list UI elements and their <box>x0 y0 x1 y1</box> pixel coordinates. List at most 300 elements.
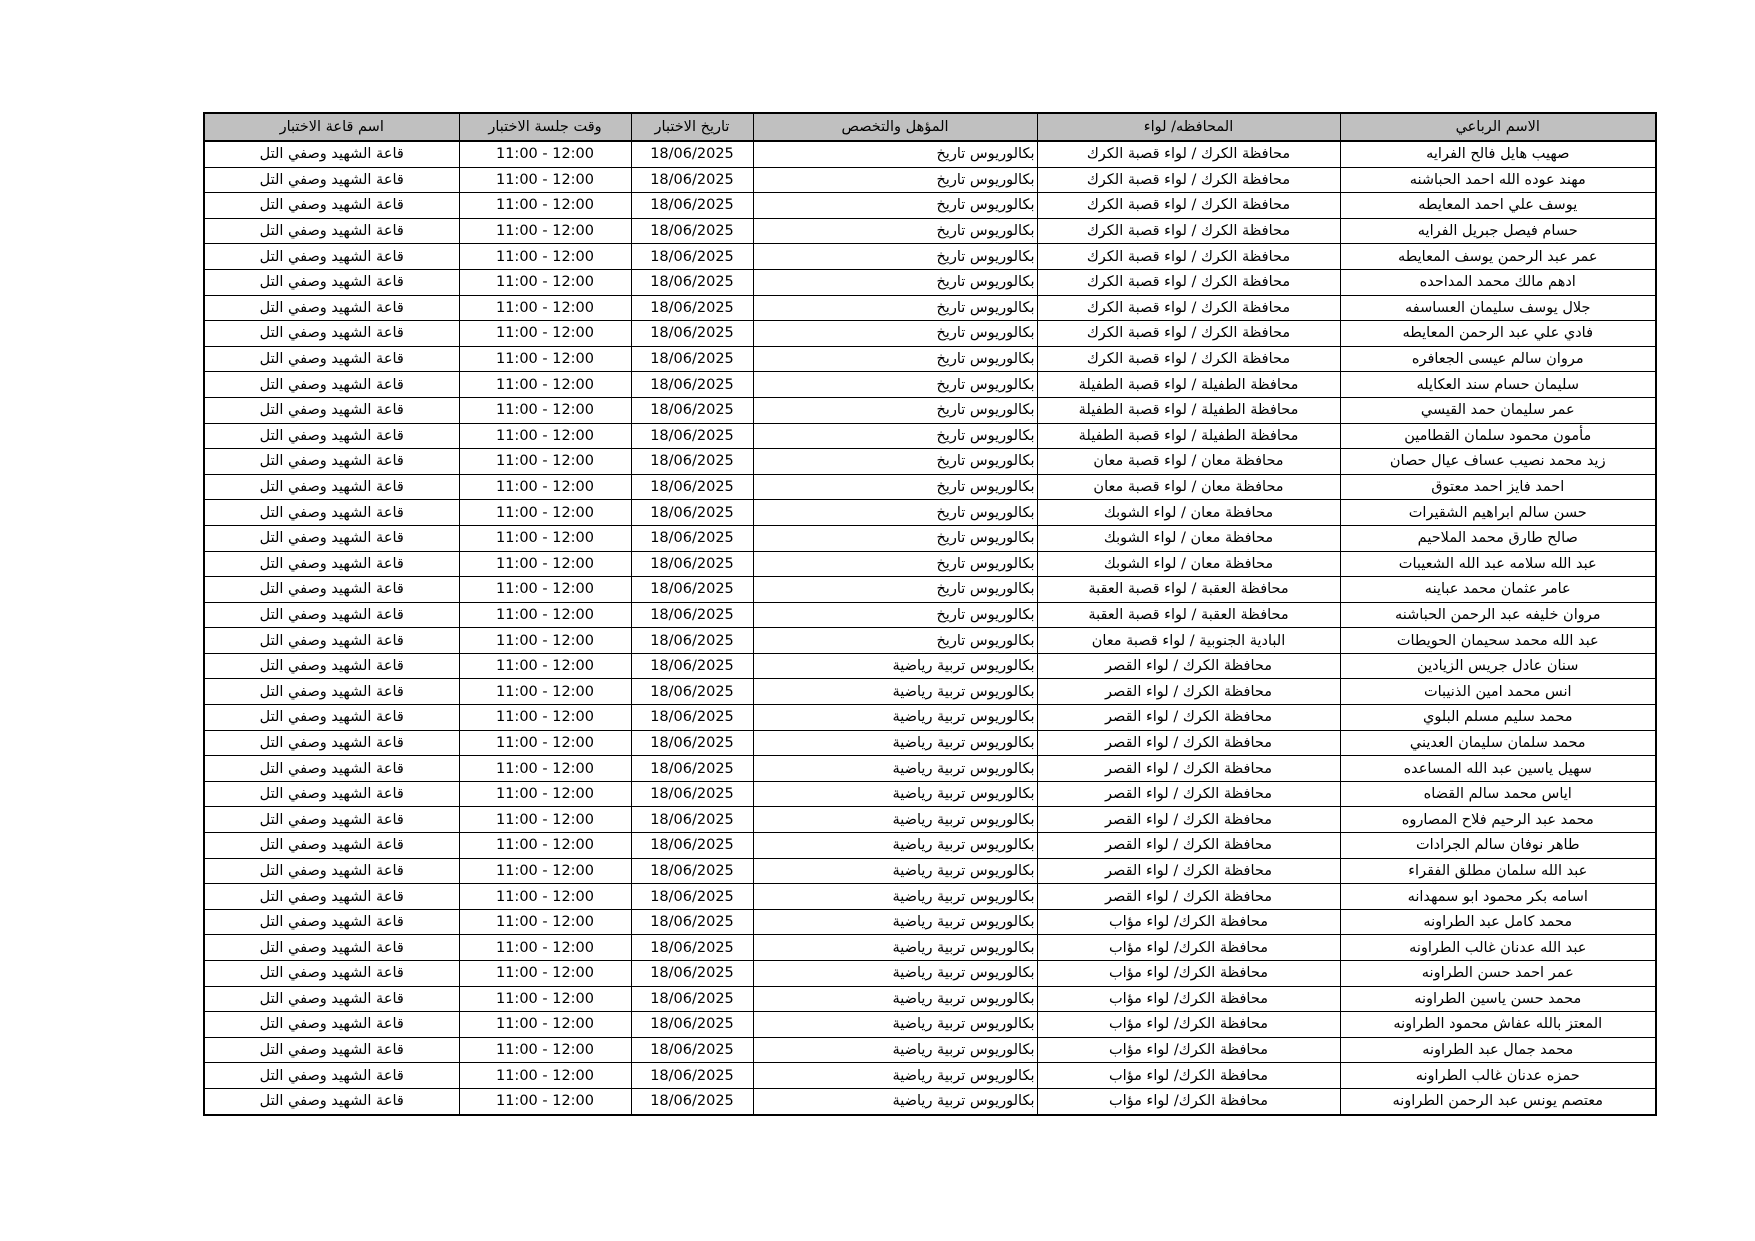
table-row <box>204 602 1656 628</box>
cell-time <box>459 423 631 449</box>
cell-qualification: بكالوريوس تاريخ <box>753 346 1037 372</box>
cell-name: عامر عثمان محمد عباينه <box>1340 577 1656 603</box>
cell-hall: قاعة الشهيد وصفي التل <box>204 730 459 756</box>
cell-time-value: 11:00 - 12:00 <box>495 632 595 649</box>
table-row <box>204 449 1656 475</box>
cell-time <box>459 193 631 219</box>
cell-time-value: 11:00 - 12:00 <box>495 402 595 419</box>
cell-name: طاهر نوفان سالم الجرادات <box>1340 833 1656 859</box>
cell-time-value: 11:00 - 12:00 <box>495 376 595 393</box>
cell-governorate: محافظة الكرك / لواء قصبة الكرك <box>1037 167 1340 193</box>
cell-date-value: 18/06/2025 <box>650 734 734 751</box>
cell-governorate: محافظة الكرك / لواء القصر <box>1037 781 1340 807</box>
cell-qualification: بكالوريوس تربية رياضية <box>753 935 1037 961</box>
cell-time-value: 11:00 - 12:00 <box>495 504 595 521</box>
table-row <box>204 372 1656 398</box>
cell-date <box>631 551 753 577</box>
cell-name: فادي علي عبد الرحمن المعايطه <box>1340 321 1656 347</box>
cell-date <box>631 653 753 679</box>
cell-hall: قاعة الشهيد وصفي التل <box>204 218 459 244</box>
table-row <box>204 577 1656 603</box>
cell-date <box>631 141 753 167</box>
table-header <box>204 113 1656 141</box>
cell-time-value: 11:00 - 12:00 <box>495 1067 595 1084</box>
cell-name: يوسف علي احمد المعايطه <box>1340 193 1656 219</box>
cell-qualification: بكالوريوس تربية رياضية <box>753 1037 1037 1063</box>
cell-time-value: 11:00 - 12:00 <box>495 325 595 342</box>
cell-date-value: 18/06/2025 <box>650 1093 734 1110</box>
cell-governorate: محافظة الكرك / لواء القصر <box>1037 705 1340 731</box>
cell-name: اياس محمد سالم القضاه <box>1340 781 1656 807</box>
cell-name: مروان سالم عيسى الجعافره <box>1340 346 1656 372</box>
cell-date-value: 18/06/2025 <box>650 709 734 726</box>
cell-date-value: 18/06/2025 <box>650 223 734 240</box>
cell-date <box>631 961 753 987</box>
cell-governorate: محافظة معان / لواء الشوبك <box>1037 551 1340 577</box>
cell-hall: قاعة الشهيد وصفي التل <box>204 986 459 1012</box>
cell-time-value: 11:00 - 12:00 <box>495 530 595 547</box>
cell-date <box>631 628 753 654</box>
cell-date-value: 18/06/2025 <box>650 299 734 316</box>
cell-date <box>631 602 753 628</box>
cell-governorate: محافظة معان / لواء قصبة معان <box>1037 474 1340 500</box>
cell-time-value: 11:00 - 12:00 <box>495 888 595 905</box>
cell-time <box>459 1012 631 1038</box>
cell-date-value: 18/06/2025 <box>650 555 734 572</box>
cell-qualification: بكالوريوس تاريخ <box>753 269 1037 295</box>
cell-date <box>631 884 753 910</box>
cell-date <box>631 295 753 321</box>
cell-date <box>631 346 753 372</box>
table-row <box>204 474 1656 500</box>
header-date: تاريخ الاختبار <box>631 113 753 141</box>
cell-qualification: بكالوريوس تاريخ <box>753 397 1037 423</box>
cell-governorate: محافظة الكرك / لواء قصبة الكرك <box>1037 244 1340 270</box>
cell-name: سنان عادل جريس الزيادين <box>1340 653 1656 679</box>
cell-date-value: 18/06/2025 <box>650 479 734 496</box>
table-row <box>204 653 1656 679</box>
cell-governorate: محافظة العقبة / لواء قصبة العقبة <box>1037 602 1340 628</box>
table-row <box>204 346 1656 372</box>
cell-date <box>631 986 753 1012</box>
cell-date-value: 18/06/2025 <box>650 248 734 265</box>
cell-time-value: 11:00 - 12:00 <box>495 606 595 623</box>
cell-hall: قاعة الشهيد وصفي التل <box>204 1088 459 1114</box>
cell-time <box>459 705 631 731</box>
cell-qualification: بكالوريوس تاريخ <box>753 167 1037 193</box>
cell-hall: قاعة الشهيد وصفي التل <box>204 167 459 193</box>
cell-date <box>631 167 753 193</box>
cell-qualification: بكالوريوس تاريخ <box>753 449 1037 475</box>
cell-date-value: 18/06/2025 <box>650 606 734 623</box>
cell-name: صالح طارق محمد الملاحيم <box>1340 525 1656 551</box>
table-row <box>204 423 1656 449</box>
cell-hall: قاعة الشهيد وصفي التل <box>204 551 459 577</box>
cell-date-value: 18/06/2025 <box>650 837 734 854</box>
cell-time <box>459 449 631 475</box>
cell-qualification: بكالوريوس تربية رياضية <box>753 961 1037 987</box>
cell-date-value: 18/06/2025 <box>650 453 734 470</box>
table-row <box>204 679 1656 705</box>
cell-time-value: 11:00 - 12:00 <box>495 248 595 265</box>
cell-hall: قاعة الشهيد وصفي التل <box>204 1063 459 1089</box>
table-row <box>204 884 1656 910</box>
cell-time <box>459 833 631 859</box>
cell-time-value: 11:00 - 12:00 <box>495 760 595 777</box>
cell-time <box>459 730 631 756</box>
cell-hall: قاعة الشهيد وصفي التل <box>204 1037 459 1063</box>
table-row <box>204 295 1656 321</box>
cell-qualification: بكالوريوس تربية رياضية <box>753 858 1037 884</box>
cell-qualification: بكالوريوس تاريخ <box>753 193 1037 219</box>
cell-time-value: 11:00 - 12:00 <box>495 990 595 1007</box>
cell-hall: قاعة الشهيد وصفي التل <box>204 500 459 526</box>
cell-qualification: بكالوريوس تاريخ <box>753 141 1037 167</box>
cell-date-value: 18/06/2025 <box>650 427 734 444</box>
cell-date <box>631 756 753 782</box>
cell-time <box>459 372 631 398</box>
cell-time-value: 11:00 - 12:00 <box>495 965 595 982</box>
cell-date-value: 18/06/2025 <box>650 274 734 291</box>
cell-name: مأمون محمود سلمان القطامين <box>1340 423 1656 449</box>
cell-date <box>631 1063 753 1089</box>
cell-name: مهند عوده الله احمد الحباشنه <box>1340 167 1656 193</box>
cell-name: صهيب هايل فالح الفرايه <box>1340 141 1656 167</box>
cell-qualification: بكالوريوس تربية رياضية <box>753 807 1037 833</box>
cell-name: ادهم مالك محمد المداحده <box>1340 269 1656 295</box>
cell-name: محمد عبد الرحيم فلاح المصاروه <box>1340 807 1656 833</box>
cell-time-value: 11:00 - 12:00 <box>495 811 595 828</box>
cell-hall: قاعة الشهيد وصفي التل <box>204 807 459 833</box>
table-row <box>204 525 1656 551</box>
cell-name: جلال يوسف سليمان العساسفه <box>1340 295 1656 321</box>
cell-governorate: محافظة الكرك / لواء قصبة الكرك <box>1037 218 1340 244</box>
cell-time-value: 11:00 - 12:00 <box>495 939 595 956</box>
table-row <box>204 961 1656 987</box>
table-row <box>204 705 1656 731</box>
cell-date-value: 18/06/2025 <box>650 862 734 879</box>
cell-name: عبد الله محمد سحيمان الحويطات <box>1340 628 1656 654</box>
cell-qualification: بكالوريوس تربية رياضية <box>753 884 1037 910</box>
cell-time <box>459 1063 631 1089</box>
header-time: وقت جلسة الاختبار <box>459 113 631 141</box>
cell-qualification: بكالوريوس تاريخ <box>753 602 1037 628</box>
cell-name: محمد سليم مسلم البلوي <box>1340 705 1656 731</box>
cell-name: المعتز بالله عفاش محمود الطراونه <box>1340 1012 1656 1038</box>
cell-name: اسامه بكر محمود ابو سمهدانه <box>1340 884 1656 910</box>
table-row <box>204 397 1656 423</box>
cell-qualification: بكالوريوس تربية رياضية <box>753 833 1037 859</box>
cell-time <box>459 295 631 321</box>
cell-governorate: محافظة الكرك/ لواء مؤاب <box>1037 1088 1340 1114</box>
cell-time-value: 11:00 - 12:00 <box>495 453 595 470</box>
cell-hall: قاعة الشهيد وصفي التل <box>204 423 459 449</box>
cell-time <box>459 909 631 935</box>
cell-date-value: 18/06/2025 <box>650 1016 734 1033</box>
cell-hall: قاعة الشهيد وصفي التل <box>204 346 459 372</box>
cell-date <box>631 1088 753 1114</box>
cell-time <box>459 986 631 1012</box>
cell-date <box>631 577 753 603</box>
cell-governorate: محافظة الكرك/ لواء مؤاب <box>1037 1063 1340 1089</box>
cell-date-value: 18/06/2025 <box>650 146 734 163</box>
cell-qualification: بكالوريوس تربية رياضية <box>753 1088 1037 1114</box>
cell-time <box>459 244 631 270</box>
cell-time-value: 11:00 - 12:00 <box>495 734 595 751</box>
cell-name: محمد جمال عبد الطراونه <box>1340 1037 1656 1063</box>
cell-name: حمزه عدنان غالب الطراونه <box>1340 1063 1656 1089</box>
cell-hall: قاعة الشهيد وصفي التل <box>204 935 459 961</box>
cell-time <box>459 321 631 347</box>
cell-name: احمد فايز احمد معتوق <box>1340 474 1656 500</box>
cell-governorate: محافظة الكرك / لواء قصبة الكرك <box>1037 193 1340 219</box>
header-name: الاسم الرباعي <box>1340 113 1656 141</box>
table-row <box>204 551 1656 577</box>
table-row <box>204 756 1656 782</box>
cell-date-value: 18/06/2025 <box>650 939 734 956</box>
cell-date <box>631 781 753 807</box>
table-row <box>204 833 1656 859</box>
table-row <box>204 321 1656 347</box>
table-row <box>204 1063 1656 1089</box>
cell-time <box>459 218 631 244</box>
cell-qualification: بكالوريوس تاريخ <box>753 218 1037 244</box>
cell-date-value: 18/06/2025 <box>650 914 734 931</box>
cell-governorate: محافظة الكرك / لواء القصر <box>1037 858 1340 884</box>
cell-date-value: 18/06/2025 <box>650 760 734 777</box>
cell-time-value: 11:00 - 12:00 <box>495 223 595 240</box>
cell-governorate: محافظة الكرك / لواء القصر <box>1037 653 1340 679</box>
cell-time-value: 11:00 - 12:00 <box>495 914 595 931</box>
header-governorate: المحافظه/ لواء <box>1037 113 1340 141</box>
cell-time-value: 11:00 - 12:00 <box>495 274 595 291</box>
cell-date-value: 18/06/2025 <box>650 965 734 982</box>
cell-time <box>459 961 631 987</box>
cell-date <box>631 321 753 347</box>
cell-time-value: 11:00 - 12:00 <box>495 1016 595 1033</box>
cell-date-value: 18/06/2025 <box>650 990 734 1007</box>
exam-schedule-table <box>203 112 1657 1116</box>
cell-qualification: بكالوريوس تاريخ <box>753 577 1037 603</box>
cell-time-value: 11:00 - 12:00 <box>495 197 595 214</box>
table-row <box>204 1088 1656 1114</box>
cell-time <box>459 141 631 167</box>
cell-name: عبد الله سلامه عبد الله الشعيبات <box>1340 551 1656 577</box>
cell-hall: قاعة الشهيد وصفي التل <box>204 474 459 500</box>
cell-hall: قاعة الشهيد وصفي التل <box>204 833 459 859</box>
cell-time <box>459 525 631 551</box>
cell-governorate: محافظة الكرك / لواء قصبة الكرك <box>1037 269 1340 295</box>
cell-time <box>459 167 631 193</box>
cell-time <box>459 628 631 654</box>
cell-time-value: 11:00 - 12:00 <box>495 786 595 803</box>
table-row <box>204 167 1656 193</box>
cell-date-value: 18/06/2025 <box>650 171 734 188</box>
table-row <box>204 1012 1656 1038</box>
cell-time-value: 11:00 - 12:00 <box>495 1042 595 1059</box>
cell-name: معتصم يونس عبد الرحمن الطراونه <box>1340 1088 1656 1114</box>
cell-governorate: محافظة الكرك / لواء القصر <box>1037 730 1340 756</box>
cell-time-value: 11:00 - 12:00 <box>495 171 595 188</box>
cell-qualification: بكالوريوس تربية رياضية <box>753 653 1037 679</box>
cell-name: عبد الله عدنان غالب الطراونه <box>1340 935 1656 961</box>
cell-qualification: بكالوريوس تربية رياضية <box>753 909 1037 935</box>
cell-hall: قاعة الشهيد وصفي التل <box>204 372 459 398</box>
table-row <box>204 218 1656 244</box>
cell-date-value: 18/06/2025 <box>650 1067 734 1084</box>
cell-date <box>631 525 753 551</box>
cell-hall: قاعة الشهيد وصفي التل <box>204 141 459 167</box>
cell-time-value: 11:00 - 12:00 <box>495 862 595 879</box>
cell-governorate: محافظة الطفيلة / لواء قصبة الطفيلة <box>1037 423 1340 449</box>
cell-hall: قاعة الشهيد وصفي التل <box>204 449 459 475</box>
cell-qualification: بكالوريوس تربية رياضية <box>753 781 1037 807</box>
cell-governorate: محافظة الكرك / لواء قصبة الكرك <box>1037 321 1340 347</box>
cell-time <box>459 602 631 628</box>
cell-time <box>459 1088 631 1114</box>
cell-hall: قاعة الشهيد وصفي التل <box>204 705 459 731</box>
cell-qualification: بكالوريوس تاريخ <box>753 525 1037 551</box>
cell-date <box>631 935 753 961</box>
table-row <box>204 986 1656 1012</box>
cell-qualification: بكالوريوس تربية رياضية <box>753 1012 1037 1038</box>
cell-name: عمر سليمان حمد القيسي <box>1340 397 1656 423</box>
cell-date <box>631 705 753 731</box>
cell-hall: قاعة الشهيد وصفي التل <box>204 781 459 807</box>
cell-governorate: محافظة الكرك / لواء القصر <box>1037 884 1340 910</box>
cell-date-value: 18/06/2025 <box>650 683 734 700</box>
cell-governorate: محافظة الكرك/ لواء مؤاب <box>1037 1012 1340 1038</box>
cell-time <box>459 269 631 295</box>
cell-governorate: محافظة الكرك/ لواء مؤاب <box>1037 1037 1340 1063</box>
header-qualification: المؤهل والتخصص <box>753 113 1037 141</box>
cell-hall: قاعة الشهيد وصفي التل <box>204 295 459 321</box>
cell-time-value: 11:00 - 12:00 <box>495 299 595 316</box>
cell-governorate: محافظة الطفيلة / لواء قصبة الطفيلة <box>1037 397 1340 423</box>
cell-governorate: محافظة الكرك / لواء قصبة الكرك <box>1037 346 1340 372</box>
table-row <box>204 781 1656 807</box>
cell-date-value: 18/06/2025 <box>650 376 734 393</box>
table-row <box>204 909 1656 935</box>
cell-governorate: محافظة الكرك / لواء قصبة الكرك <box>1037 141 1340 167</box>
cell-hall: قاعة الشهيد وصفي التل <box>204 397 459 423</box>
cell-time <box>459 397 631 423</box>
cell-date <box>631 500 753 526</box>
cell-qualification: بكالوريوس تاريخ <box>753 628 1037 654</box>
cell-time <box>459 679 631 705</box>
cell-hall: قاعة الشهيد وصفي التل <box>204 1012 459 1038</box>
cell-name: محمد حسن ياسين الطراونه <box>1340 986 1656 1012</box>
cell-time <box>459 935 631 961</box>
cell-name: مروان خليفه عبد الرحمن الحباشنه <box>1340 602 1656 628</box>
table-row <box>204 244 1656 270</box>
cell-hall: قاعة الشهيد وصفي التل <box>204 653 459 679</box>
cell-time-value: 11:00 - 12:00 <box>495 837 595 854</box>
cell-date <box>631 218 753 244</box>
cell-qualification: بكالوريوس تاريخ <box>753 500 1037 526</box>
cell-qualification: بكالوريوس تربية رياضية <box>753 730 1037 756</box>
cell-time <box>459 346 631 372</box>
cell-date <box>631 833 753 859</box>
cell-date <box>631 423 753 449</box>
cell-name: سهيل ياسين عبد الله المساعده <box>1340 756 1656 782</box>
cell-time <box>459 1037 631 1063</box>
cell-time-value: 11:00 - 12:00 <box>495 709 595 726</box>
cell-governorate: محافظة العقبة / لواء قصبة العقبة <box>1037 577 1340 603</box>
cell-date-value: 18/06/2025 <box>650 786 734 803</box>
cell-time-value: 11:00 - 12:00 <box>495 427 595 444</box>
cell-qualification: بكالوريوس تربية رياضية <box>753 756 1037 782</box>
cell-date <box>631 269 753 295</box>
cell-hall: قاعة الشهيد وصفي التل <box>204 909 459 935</box>
table-row <box>204 858 1656 884</box>
cell-date-value: 18/06/2025 <box>650 530 734 547</box>
cell-governorate: محافظة الكرك/ لواء مؤاب <box>1037 961 1340 987</box>
cell-hall: قاعة الشهيد وصفي التل <box>204 756 459 782</box>
cell-time <box>459 781 631 807</box>
cell-time <box>459 858 631 884</box>
cell-date-value: 18/06/2025 <box>650 325 734 342</box>
cell-hall: قاعة الشهيد وصفي التل <box>204 602 459 628</box>
cell-governorate: محافظة معان / لواء الشوبك <box>1037 500 1340 526</box>
cell-date-value: 18/06/2025 <box>650 197 734 214</box>
cell-hall: قاعة الشهيد وصفي التل <box>204 679 459 705</box>
cell-name: عمر عبد الرحمن يوسف المعايطه <box>1340 244 1656 270</box>
cell-governorate: محافظة الكرك / لواء القصر <box>1037 833 1340 859</box>
cell-date-value: 18/06/2025 <box>650 658 734 675</box>
cell-time-value: 11:00 - 12:00 <box>495 581 595 598</box>
header-hall: اسم قاعة الاختبار <box>204 113 459 141</box>
table-row <box>204 193 1656 219</box>
cell-time <box>459 884 631 910</box>
cell-date <box>631 397 753 423</box>
table-body <box>204 141 1656 1115</box>
cell-name: زيد محمد نصيب عساف عيال حصان <box>1340 449 1656 475</box>
cell-date <box>631 1037 753 1063</box>
cell-hall: قاعة الشهيد وصفي التل <box>204 858 459 884</box>
cell-qualification: بكالوريوس تاريخ <box>753 244 1037 270</box>
cell-date <box>631 858 753 884</box>
cell-name: سليمان حسام سند العكايله <box>1340 372 1656 398</box>
cell-date <box>631 730 753 756</box>
cell-governorate: البادية الجنوبية / لواء قصبة معان <box>1037 628 1340 654</box>
cell-qualification: بكالوريوس تاريخ <box>753 295 1037 321</box>
cell-name: عمر احمد حسن الطراونه <box>1340 961 1656 987</box>
cell-date <box>631 679 753 705</box>
cell-time-value: 11:00 - 12:00 <box>495 1093 595 1110</box>
cell-date-value: 18/06/2025 <box>650 632 734 649</box>
cell-qualification: بكالوريوس تربية رياضية <box>753 1063 1037 1089</box>
cell-hall: قاعة الشهيد وصفي التل <box>204 884 459 910</box>
cell-governorate: محافظة الكرك / لواء القصر <box>1037 807 1340 833</box>
cell-date <box>631 807 753 833</box>
cell-time <box>459 807 631 833</box>
cell-governorate: محافظة الكرك / لواء القصر <box>1037 756 1340 782</box>
cell-governorate: محافظة معان / لواء الشوبك <box>1037 525 1340 551</box>
cell-hall: قاعة الشهيد وصفي التل <box>204 577 459 603</box>
cell-name: محمد سلمان سليمان العديني <box>1340 730 1656 756</box>
cell-date-value: 18/06/2025 <box>650 1042 734 1059</box>
cell-time-value: 11:00 - 12:00 <box>495 683 595 700</box>
header-row <box>204 113 1656 141</box>
cell-time <box>459 577 631 603</box>
table-row <box>204 935 1656 961</box>
cell-date <box>631 372 753 398</box>
cell-date <box>631 909 753 935</box>
table-row <box>204 628 1656 654</box>
cell-date-value: 18/06/2025 <box>650 351 734 368</box>
cell-hall: قاعة الشهيد وصفي التل <box>204 269 459 295</box>
